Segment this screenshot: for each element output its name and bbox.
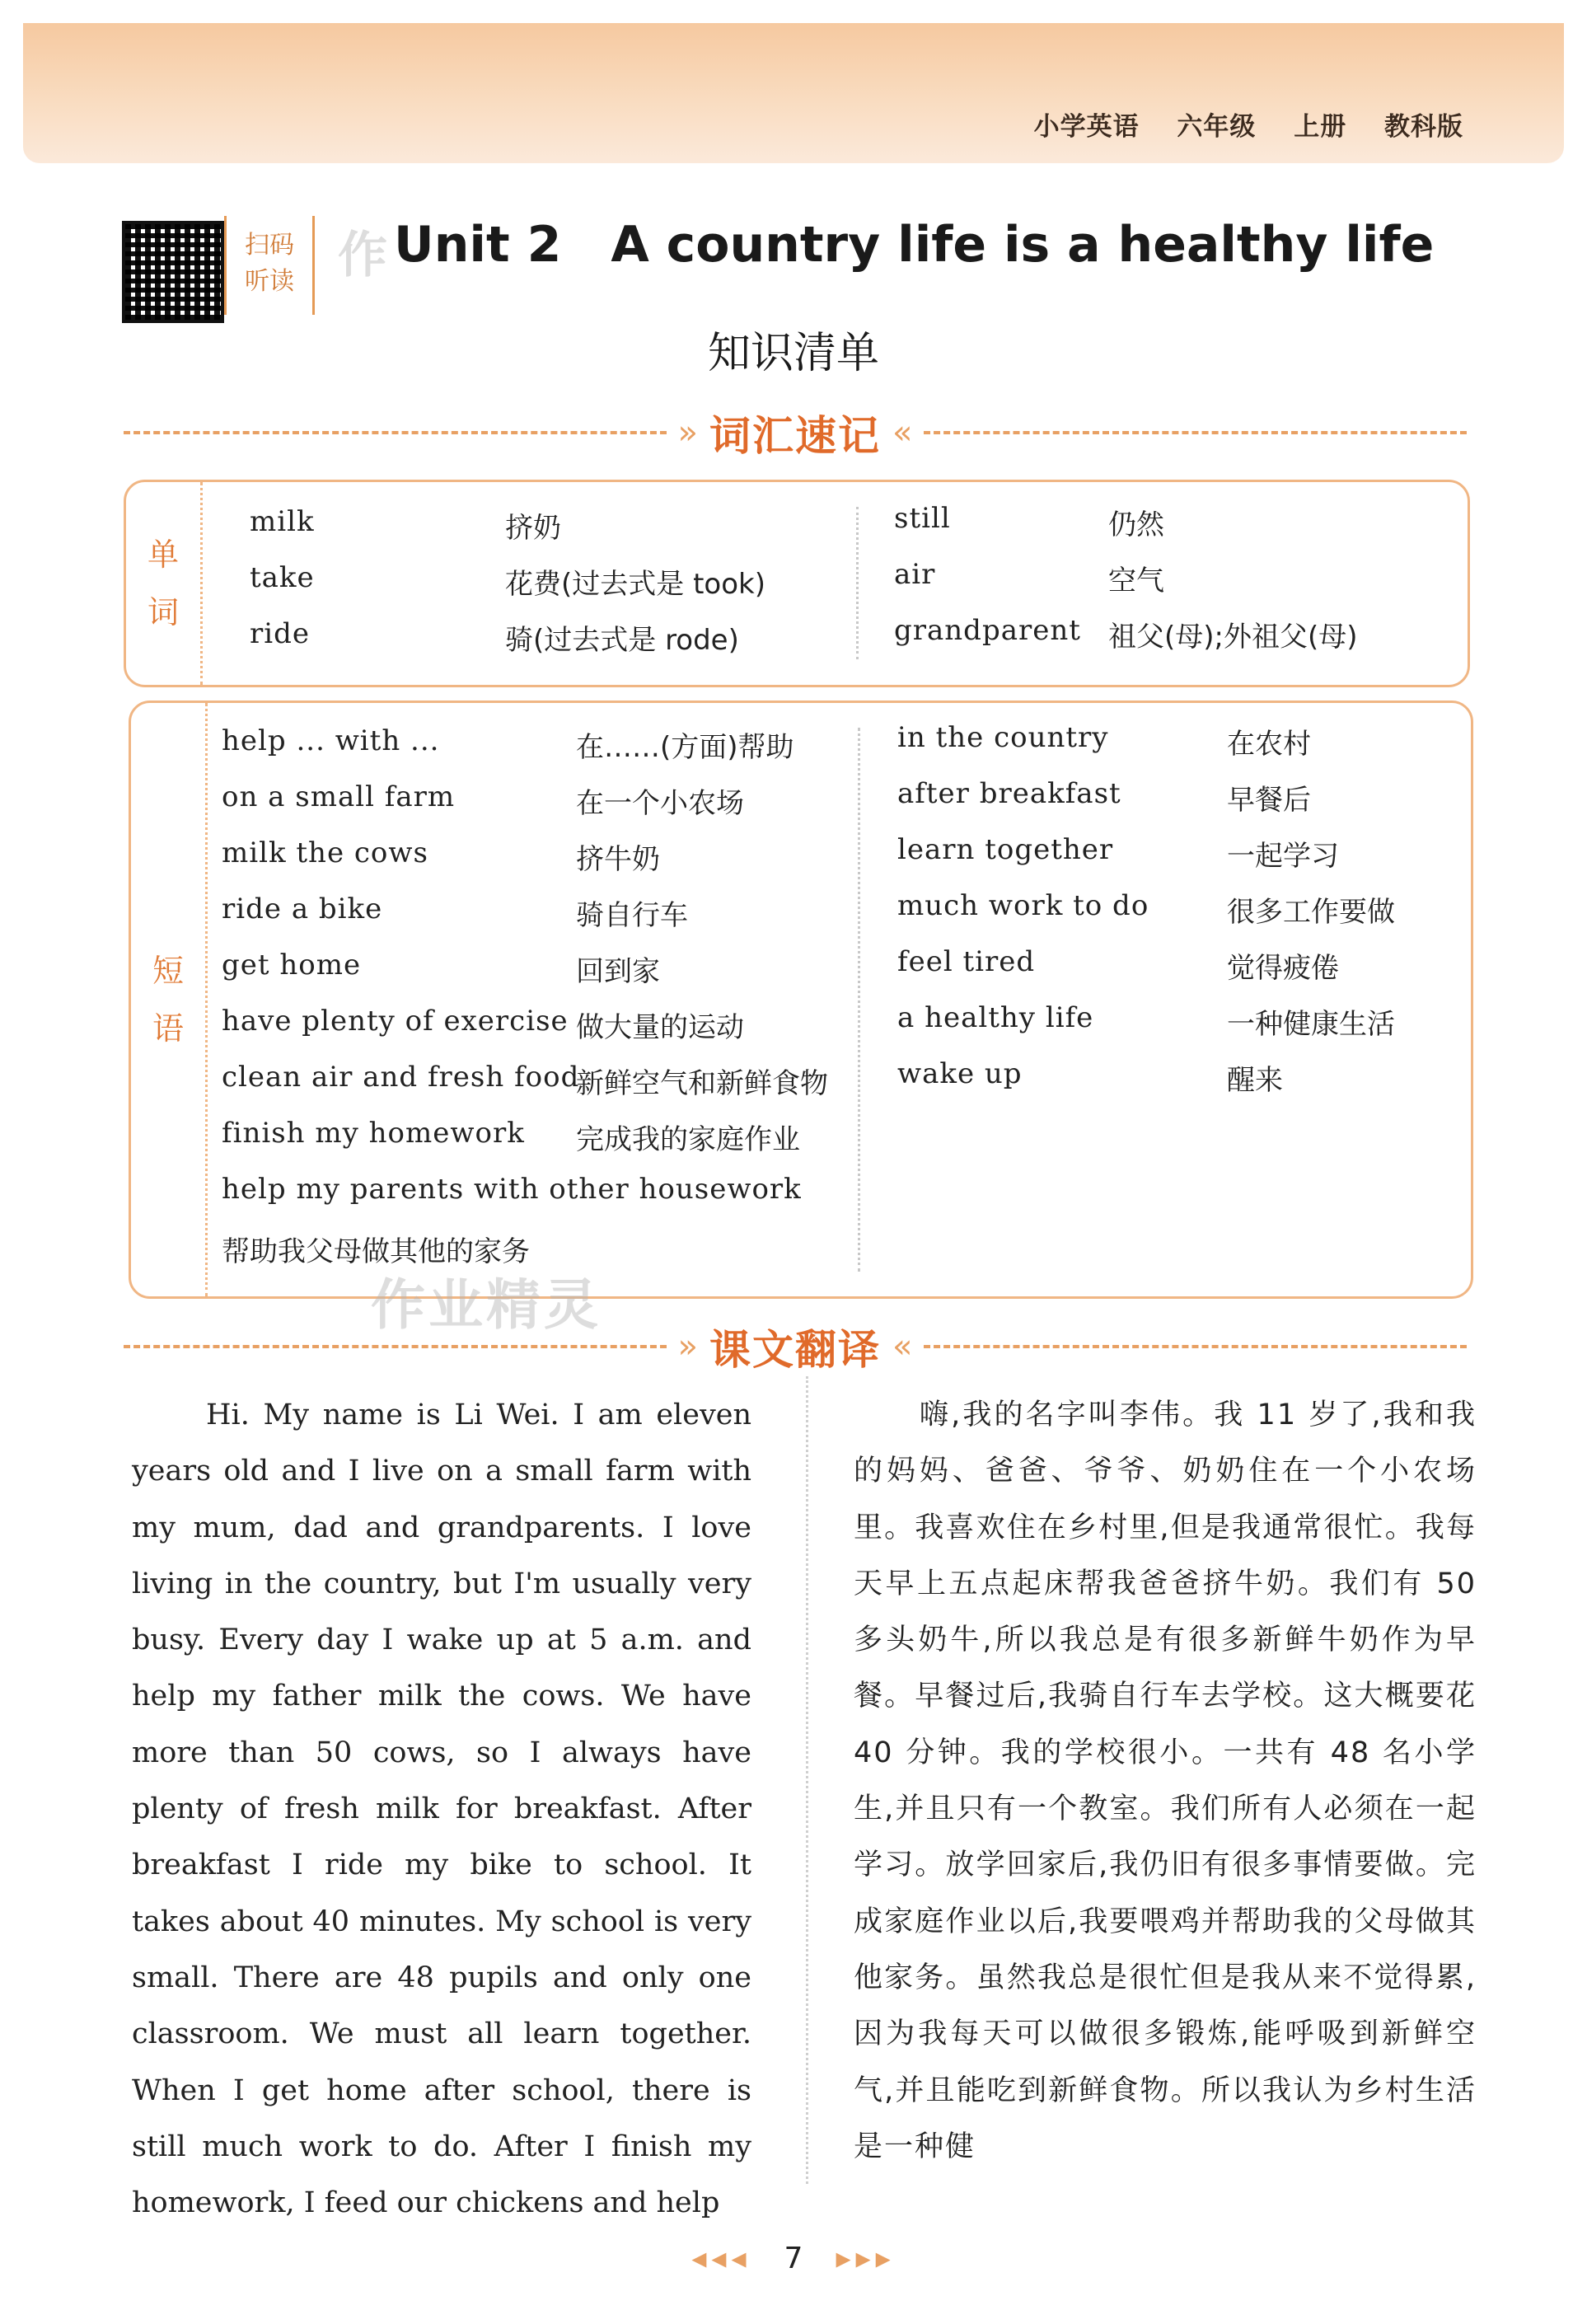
phrase-en: have plenty of exercise	[222, 1005, 569, 1038]
phrase-zh: 在一个小农场	[576, 787, 744, 820]
phrase-en: milk the cows	[222, 836, 428, 869]
vocab-section-header	[124, 408, 1467, 460]
listen-label: 听读	[245, 267, 294, 296]
prev-arrows-icon: ◂◂◂	[691, 2242, 751, 2275]
words-box	[124, 480, 1470, 687]
phrase-zh: 醒来	[1227, 1064, 1283, 1097]
phrase-zh: 新鲜空气和新鲜食物	[576, 1067, 828, 1100]
dash-line-left	[124, 431, 667, 434]
phrase-zh: 挤牛奶	[576, 843, 660, 876]
book-meta	[1006, 105, 1463, 143]
next-arrows-icon: ▸▸▸	[836, 2242, 896, 2275]
phrases-label-bottom: 语	[152, 1010, 184, 1047]
passage-english: Hi. My name is Li Wei. I am eleven years old and I live on a small farm with my mum, dad and grandparents. I love living in the country, but I'm usually very busy. Every day I wake up at 5 a.m. and help my father milk the cows. We have more than 50 cows, so I always have plenty of fresh milk for breakfast. After breakfast I ride my bike to school. It takes about 40 minutes. My school is very small. There are 48 pupils and only one classroom. We must all learn together. When I get home after school, there is still much work to do. After I finish my homework, I feed our chickens and help	[132, 1399, 751, 2220]
word-zh: 花费(过去式是 took)	[505, 568, 765, 601]
phrase-en-long: help my parents with other housework	[222, 1173, 802, 1206]
phrase-en: help ... with ...	[222, 724, 440, 757]
word-zh: 仍然	[1108, 508, 1164, 541]
word-zh: 骑(过去式是 rode)	[505, 624, 739, 657]
word-zh: 挤奶	[505, 512, 561, 545]
phrase-zh: 骑自行车	[576, 899, 688, 932]
book-subject: 小学英语	[1033, 112, 1140, 142]
phrase-en: feel tired	[897, 945, 1036, 978]
word-en: take	[250, 561, 315, 594]
phrase-zh-long: 帮助我父母做其他的家务	[222, 1235, 530, 1268]
word-zh: 空气	[1108, 565, 1164, 597]
dash-line-right	[924, 431, 1467, 434]
phrase-en: learn together	[897, 833, 1114, 866]
dash-line-left	[124, 1345, 667, 1348]
phrase-en: on a small farm	[222, 780, 456, 813]
phrase-en: a healthy life	[897, 1001, 1094, 1034]
word-en: air	[894, 558, 936, 591]
phrase-zh: 觉得疲倦	[1227, 952, 1339, 985]
phrases-box	[129, 700, 1473, 1299]
phrase-zh: 早餐后	[1227, 784, 1311, 817]
page-subtitle: 知识清单	[707, 329, 879, 378]
phrase-en: in the country	[897, 721, 1109, 754]
phrase-en: finish my homework	[222, 1117, 525, 1150]
unit-number: Unit 2	[394, 216, 562, 274]
unit-title	[394, 216, 1434, 274]
word-en: still	[894, 502, 951, 535]
phrase-en: get home	[222, 949, 362, 982]
phrase-zh: 在农村	[1227, 728, 1311, 761]
word-en: milk	[250, 505, 315, 538]
word-en: ride	[250, 617, 311, 650]
words-label	[126, 482, 203, 685]
words-label-top: 单	[147, 536, 179, 573]
phrases-divider	[858, 728, 860, 1272]
phrases-label	[131, 703, 208, 1296]
phrase-en: wake up	[897, 1057, 1023, 1090]
arrow-right-icon: »	[677, 414, 698, 452]
phrase-zh: 很多工作要做	[1227, 896, 1395, 929]
arrow-left-icon: «	[892, 1328, 913, 1366]
phrase-zh: 一种健康生活	[1227, 1008, 1395, 1041]
phrase-zh: 做大量的运动	[576, 1011, 744, 1044]
word-en: grandparent	[894, 614, 1081, 647]
arrow-left-icon: «	[892, 414, 913, 452]
unit-name: A country life is a healthy life	[611, 216, 1435, 274]
phrase-en: clean air and fresh food	[222, 1061, 580, 1094]
phrase-en: ride a bike	[222, 893, 383, 925]
word-zh: 祖父(母);外祖父(母)	[1108, 621, 1358, 654]
passage-divider	[806, 1376, 808, 2184]
book-grade: 六年级	[1177, 112, 1257, 142]
scan-label: 扫码	[245, 231, 294, 260]
qr-code-icon[interactable]	[122, 221, 224, 323]
phrase-zh: 回到家	[576, 955, 660, 988]
phrase-zh: 一起学习	[1227, 840, 1339, 873]
translation-section-title: 课文翻译	[709, 1326, 881, 1374]
phrase-zh: 完成我的家庭作业	[576, 1123, 800, 1156]
phrase-en: after breakfast	[897, 777, 1121, 810]
words-divider	[856, 507, 859, 659]
book-volume: 上册	[1294, 112, 1347, 142]
scan-to-listen-label	[224, 216, 315, 315]
words-label-bottom: 词	[147, 594, 179, 630]
phrases-label-top: 短	[152, 953, 184, 989]
vocab-section-title: 词汇速记	[709, 412, 881, 460]
watermark-top: 作	[338, 227, 391, 284]
phrase-en: much work to do	[897, 889, 1149, 922]
page-footer	[0, 2242, 1587, 2275]
dash-line-right	[924, 1345, 1467, 1348]
book-edition: 教科版	[1384, 112, 1463, 142]
translation-section-header	[124, 1322, 1467, 1374]
watermark-middle: 作业精灵	[371, 1273, 602, 1337]
phrase-zh: 在……(方面)帮助	[576, 731, 794, 764]
arrow-right-icon: »	[677, 1328, 698, 1366]
page-number: 7	[784, 2242, 803, 2275]
passage-chinese: 嗨,我的名字叫李伟。我 11 岁了,我和我的妈妈、爸爸、爷爷、奶奶住在一个小农场里。我喜欢住在乡村里,但是我通常很忙。我每天早上五点起床帮我爸爸挤牛奶。我们有 50 多头奶牛,所以我总是有很多新鲜牛奶作为早餐。早餐过后,我骑自行车去学校。这大概要花 40 分钟。我的学校很小。一共有 48 名小学生,并且只有一个教室。我们所有人必须在一起学习。放学回家后,我仍旧有很多事情要做。完成家庭作业以后,我要喂鸡并帮助我的父母做其他家务。虽然我总是很忙但是我从来不觉得累,因为我每天可以做很多锻炼,能呼吸到新鲜空气,并且能吃到新鲜食物。所以我认为乡村生活是一种健	[854, 1399, 1477, 2163]
